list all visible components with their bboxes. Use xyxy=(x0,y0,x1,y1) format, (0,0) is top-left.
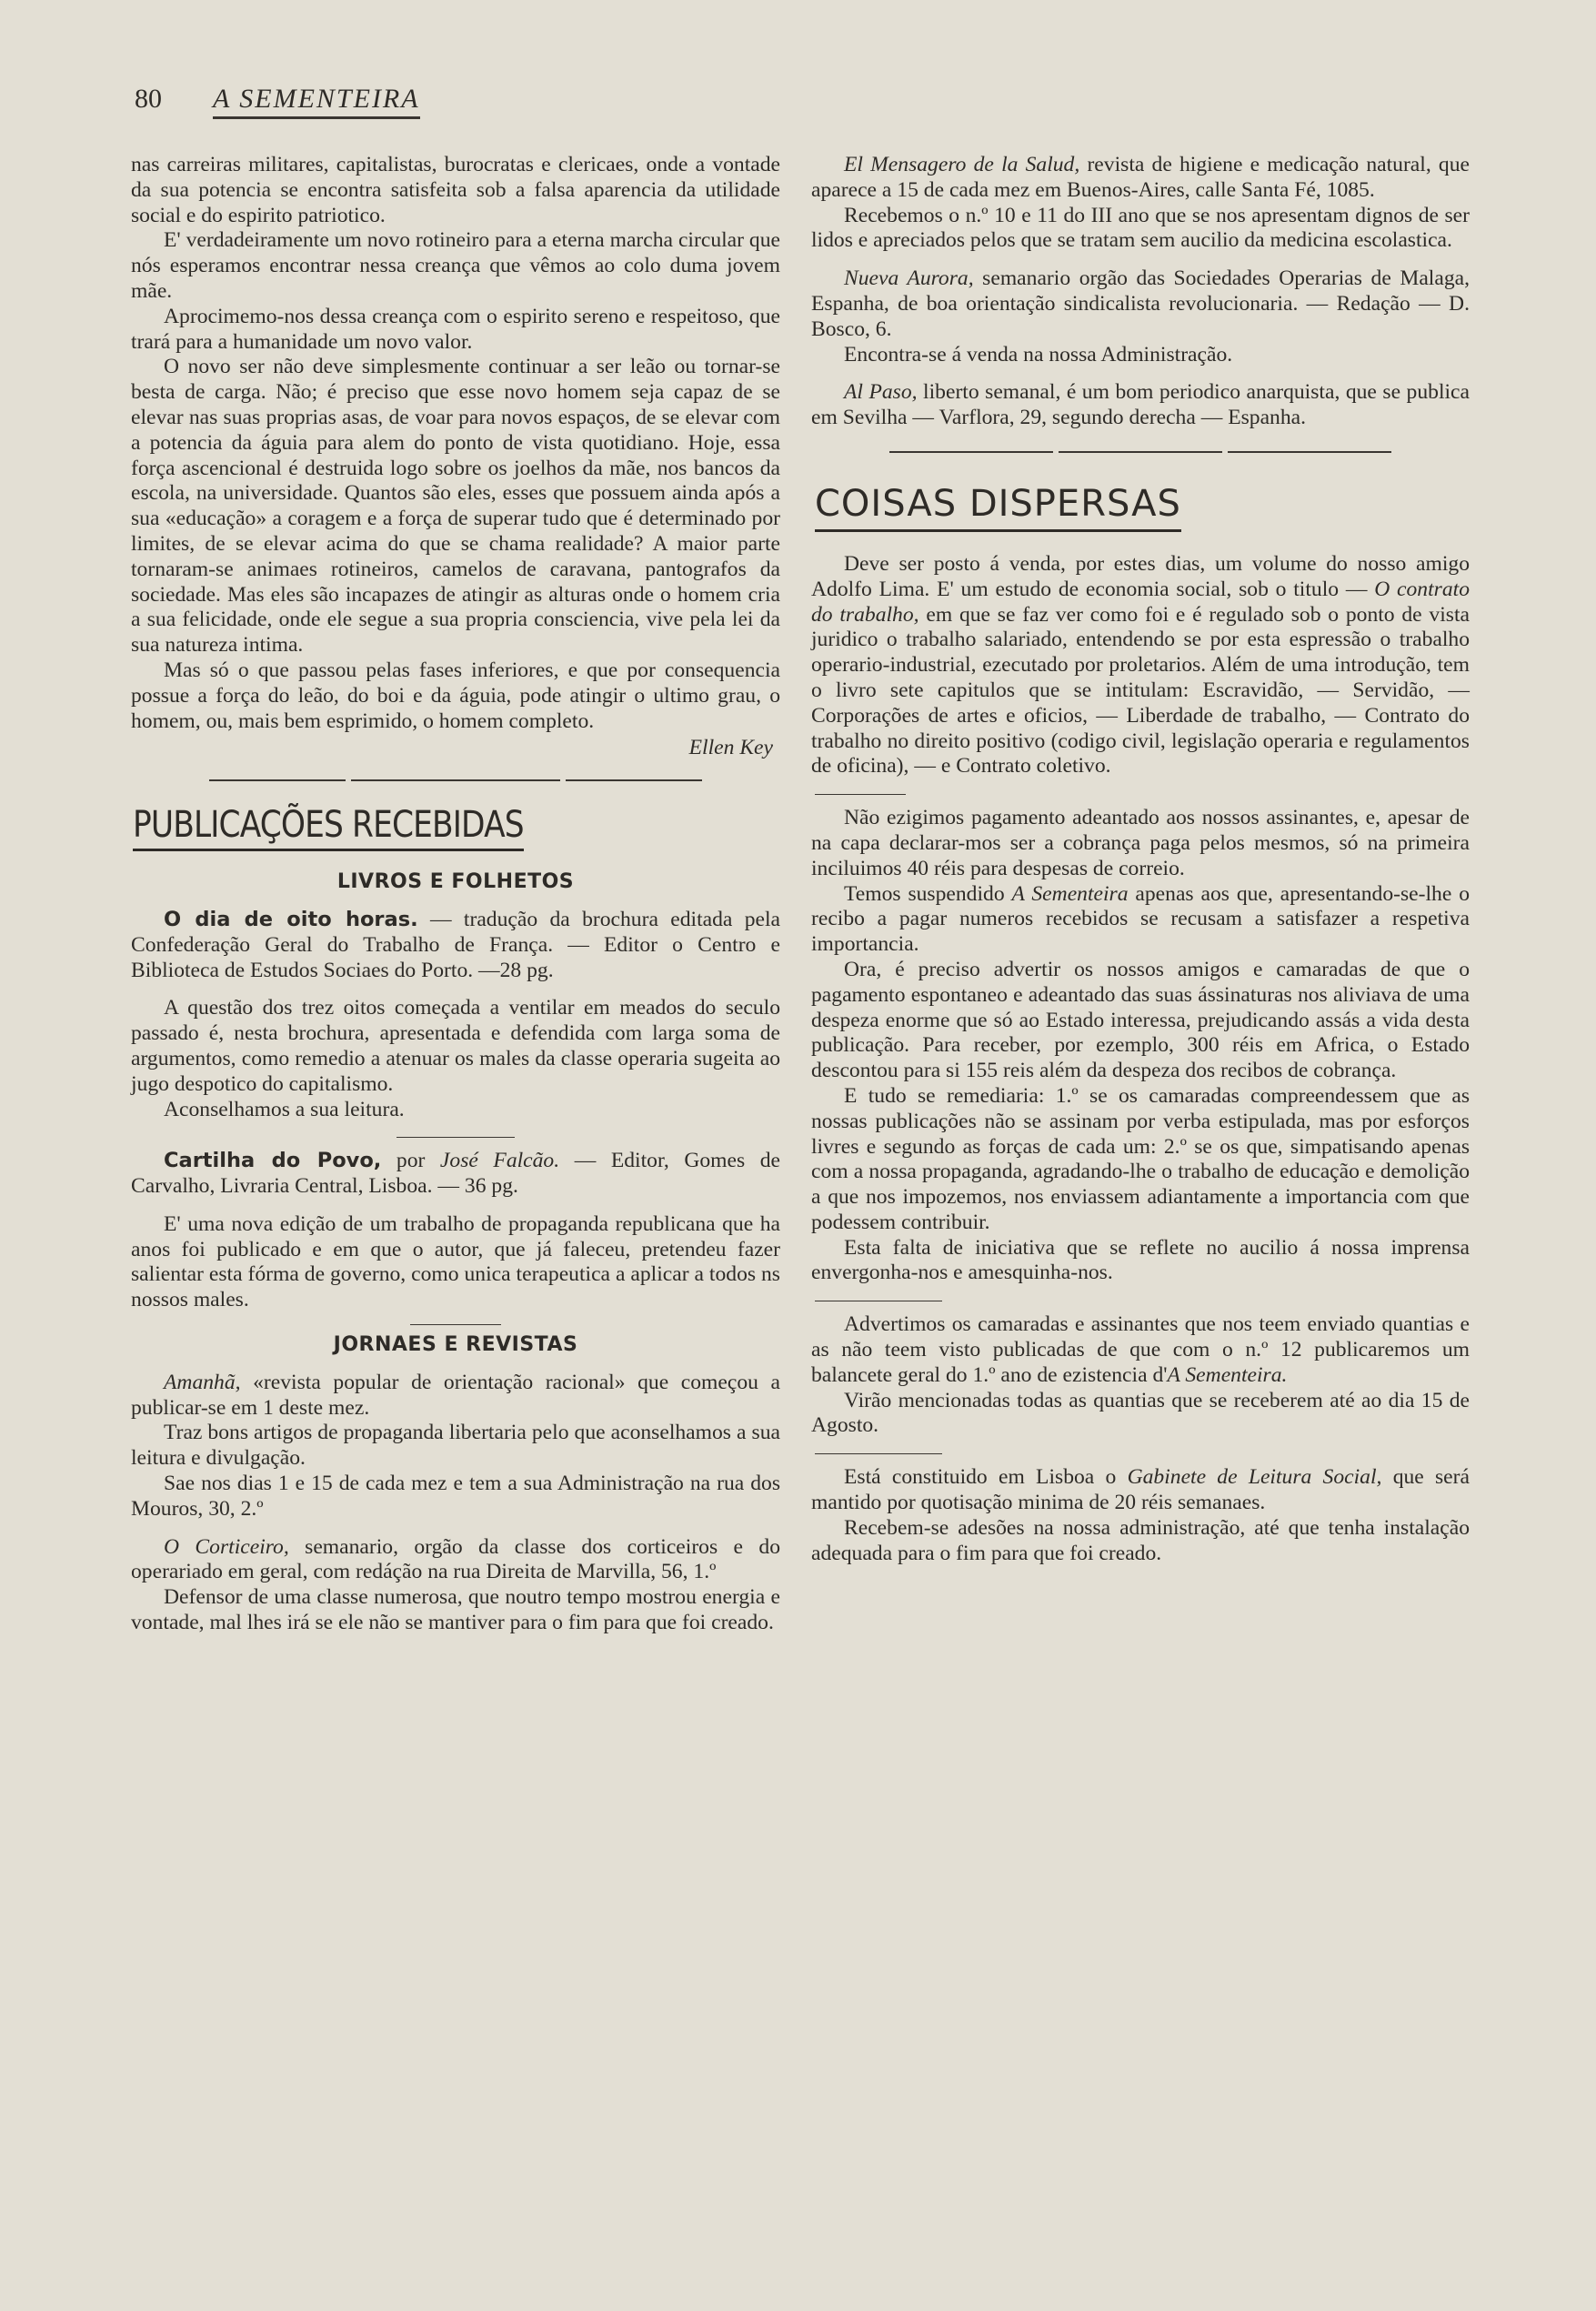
journal-entry: Al Paso, liberto semanal, é um bom periodico anarquista, que se publica em Sevilha — Varflora, 29, segundo derecha — Espanha. xyxy=(811,380,1470,430)
section-divider xyxy=(131,779,780,781)
notice-paragraph: Advertimos os camaradas e assinantes que nos teem enviado quantias e as não teem visto publicadas de que com o n.º 12 publicaremos um balancete geral do 1.º ano de ezistencia d'A Sementeira. xyxy=(811,1312,1470,1387)
notice-paragraph: Ora, é preciso advertir os nossos amigos e camaradas de que o pagamento espontaneo e adeantado das suas ássinaturas nos aliviava de uma despeza enorme que só ao Estado interessa, prejudicando assás a vida desta publicação. Para receber, por ezemplo, 300 réis em Africa, o Estado descontou para si 155 reis além da despeza dos recibos de cobrança. xyxy=(811,957,1470,1083)
subheading-jornaes: JORNAES E REVISTAS xyxy=(333,1333,578,1357)
notice-paragraph: Deve ser posto á venda, por estes dias, um volume do nosso amigo Adolfo Lima. E' um estudo de economia social, sob o titulo — O contrato do trabalho, em que se faz ver como foi e é regulado sob o ponto de vista juridico o trabalho salariado, entendendo se por esta espressão o trabalho operario-industrial, ezecutado por proletarios. Além de uma introdução, tem o livro sete capitulos que se intitulam: Escravidão, — Servidão, — Corporações de artes e oficios, — Liberdade de trabalho, — Contrato do trabalho no direito positivo (codigo civil, legislação operaria e regulamentos de oficina), — e Contrato coletivo. xyxy=(811,551,1470,779)
notice-paragraph: Virão mencionadas todas as quantias que se receberem até ao dia 15 de Agosto. xyxy=(811,1388,1470,1438)
journal-entry: El Mensagero de la Salud, revista de higiene e medicação natural, que aparece a 15 de cada mez em Buenos-Aires, calle Santa Fé, 1085. xyxy=(811,153,1470,202)
review-paragraph: Aconselhamos a sua leitura. xyxy=(164,1097,405,1121)
book-title: O contrato do trabalho, xyxy=(811,577,1470,627)
notice-paragraph: E tudo se remediaria: 1.º se os camaradas compreendessem que as nossas publicações não se assinam por verba estipulada, mas por esforços livres e segundo as forças de cada um: 2.º se os que, simpatisando apenas com a nossa propaganda, agradando-lhe o trabalho de educação e demolição a que nos impozemos, nos enviassem adiantamente a importancia com que podessem contribuir. xyxy=(811,1083,1470,1234)
journal-title: A SEMENTEIRA xyxy=(213,84,420,119)
left-column xyxy=(131,153,780,1636)
journal-name: El Mensagero de la Salud, xyxy=(844,153,1080,176)
journal-paragraph: Recebemos o n.º 10 e 11 do III ano que se nos apresentam dignos de ser lidos e apreciados pelos que se tratam sem aucilio da medicina escolastica. xyxy=(811,203,1470,253)
running-header xyxy=(135,78,1544,124)
article-paragraph: Aprocimemo-nos dessa creança com o espirito sereno e respeitoso, que trará para a humanidade um novo valor. xyxy=(131,304,780,354)
article-signature: Ellen Key xyxy=(688,736,773,760)
book-entry: Cartilha do Povo, por José Falcão. — Editor, Gomes de Carvalho, Livraria Central, Lisboa. — 36 pg. xyxy=(131,1149,780,1199)
article-paragraph: Mas só o que passou pelas fases inferiores, e que por consequencia possue a força do leão, do boi e da águia, pode atingir o ultimo grau, o homem, ou, mais bem esprimido, o homem completo. xyxy=(131,658,780,733)
journal-name: Nueva Aurora, xyxy=(844,266,974,291)
journal-paragraph: Defensor de uma classe numerosa, que noutro tempo mostrou energia e vontade, mal lhes irá se ele não se mantiver para o fim para que foi creado. xyxy=(131,1585,780,1635)
journal-entry: Amanhã, «revista popular de orientação racional» que começou a publicar-se em 1 deste mez. xyxy=(131,1370,780,1420)
journal-name: Al Paso, xyxy=(844,380,918,405)
journal-paragraph: Traz bons artigos de propaganda libertaria pelo que aconselhamos a sua leitura e divulgação. xyxy=(131,1421,780,1471)
divider xyxy=(815,1453,942,1454)
journal-paragraph: Sae nos dias 1 e 15 de cada mez e tem a sua Administração na rua dos Mouros, 30, 2.º xyxy=(131,1472,780,1521)
notice-paragraph: Temos suspendido A Sementeira apenas aos que, apresentando-se-lhe o recibo a pagar numeros recebidos se recusam a satisfazer a respetiva importancia. xyxy=(811,881,1470,957)
book-entry: O dia de oito horas. — tradução da brochura editada pela Confederação Geral do Trabalho de França. — Editor o Centro e Biblioteca de Estudos Sociaes do Porto. —28 pg. xyxy=(131,907,781,982)
divider xyxy=(396,1137,515,1138)
notice-paragraph: Recebem-se adesões na nossa administração, até que tenha instalação adequada para o fim para que foi creado. xyxy=(811,1515,1470,1565)
book-author: José Falcão. xyxy=(439,1149,560,1173)
journal-name: A Sementeira xyxy=(1011,881,1129,906)
article-paragraph: nas carreiras militares, capitalistas, burocratas e clericaes, onde a vontade da sua potencia se encontra satisfeita sob a falsa aparencia da utilidade social e do espirito patriotico. xyxy=(131,153,780,227)
page-number: 80 xyxy=(135,84,162,114)
journal-entry: Nueva Aurora, semanario orgão das Sociedades Operarias de Malaga, Espanha, de boa orientação sindicalista revolucionaria. — Redação — D. Bosco, 6. xyxy=(811,266,1470,341)
subheading-livros: LIVROS E FOLHETOS xyxy=(336,870,575,894)
article-paragraph: O novo ser não deve simplesmente continuar a ser leão ou tornar-se besta de carga. Não; é preciso que esse novo homem seja capaz de se elevar nas suas proprias asas, de voar para novos espaços, de se elevar com a potencia da águia para alem do ponto de vista quotidiano. Hoje, essa força ascencional é destruida logo sobre os joelhos da mãe, nos bancos da escola, na universidade. Quantos são eles, esses que possuem ainda após a sua «educação» a coragem e a força de superar tudo que é determinado por limites, de se elevar acima do que se chama realidade? A maior parte tornaram-se animaes rotineiros, camelos de caravana, pantografos da sociedade. Mas eles são incapazes de atingir as alturas onde o homem cria a sua felicidade, onde ele segue a sua propria consciencia, vive pela lei da sua natureza intima. xyxy=(131,355,780,658)
right-column xyxy=(811,153,1470,1566)
book-title: Cartilha do Povo, xyxy=(164,1149,382,1173)
journal-name: O Corticeiro, xyxy=(164,1534,289,1559)
notice-paragraph: Está constituido em Lisboa o Gabinete de Leitura Social, que será mantido por quotisação minima de 20 réis semanaes. xyxy=(811,1465,1470,1515)
divider xyxy=(410,1324,501,1325)
article-paragraph: E' verdadeiramente um novo rotineiro para a eterna marcha circular que nós esperamos encontrar nessa creança que vêmos ao colo duma jovem mãe. xyxy=(131,228,780,303)
section-divider xyxy=(811,451,1470,453)
cabinet-name: Gabinete de Leitura Social, xyxy=(1127,1465,1382,1490)
journal-paragraph: Encontra-se á venda na nossa Administração. xyxy=(844,342,1233,367)
review-paragraph: A questão dos trez oitos começada a ventilar em meados do seculo passado é, nesta brochura, apresentada e defendida com larga soma de argumentos, como remedio a atenuar os males da classe operaria sugeita ao jugo despotico do capitalismo. xyxy=(131,996,780,1096)
book-title: O dia de oito horas. xyxy=(164,907,418,931)
journal-name: Amanhã, xyxy=(164,1370,241,1394)
notice-paragraph: Esta falta de iniciativa que se reflete no aucilio á nossa imprensa envergonha-nos e amesquinha-nos. xyxy=(811,1235,1470,1285)
notice-paragraph: Não ezigimos pagamento adeantado aos nossos assinantes, e, apesar de na capa declarar-mos ser a cobrança paga pelos mesmos, só na primeira inciluimos 40 réis para despesas de correio. xyxy=(811,806,1470,880)
journal-name: A Sementeira. xyxy=(1167,1362,1288,1387)
section-title-coisas: COISAS DISPERSAS xyxy=(815,482,1181,532)
journal-entry: O Corticeiro, semanario, orgão da classe dos corticeiros e do operariado em geral, com redáção na rua Direita de Marvilla, 56, 1.º xyxy=(131,1534,780,1584)
review-paragraph: E' uma nova edição de um trabalho de propaganda republicana que ha anos foi publicado e em que o autor, que já faleceu, pretendeu fazer salientar esta fórma de governo, como unica terapeutica a aplicar a todos ns nossos males. xyxy=(131,1211,780,1312)
divider xyxy=(815,794,906,795)
section-title-publicacoes: PUBLICAÇÕES RECEBIDAS xyxy=(133,803,524,851)
